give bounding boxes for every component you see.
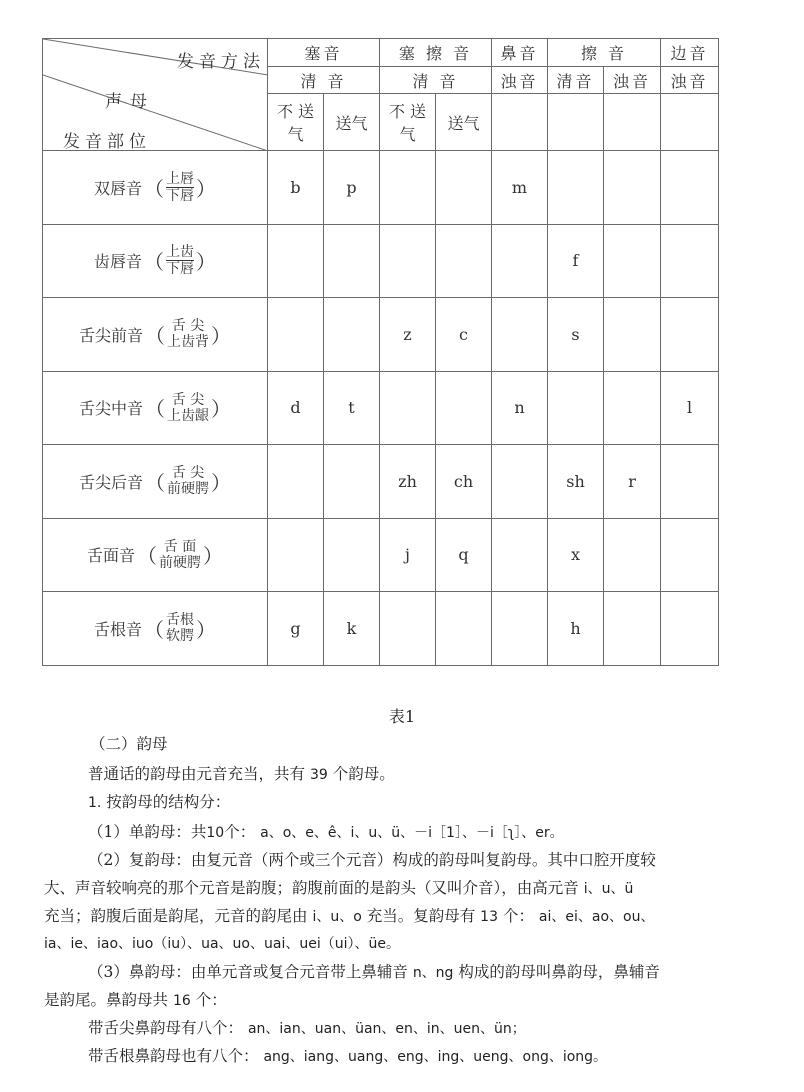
consonant-cell	[661, 298, 719, 372]
articulator-stack	[167, 392, 209, 424]
place-cell	[43, 371, 268, 445]
consonant-cell	[548, 151, 604, 225]
consonant-cell: l	[661, 371, 719, 445]
consonant-cell	[380, 371, 436, 445]
paren-right: ）	[211, 323, 231, 348]
place-name: 舌尖后音	[78, 472, 143, 492]
consonant-cell	[548, 371, 604, 445]
paren-left: （	[145, 323, 165, 348]
paren-right: ）	[196, 250, 216, 275]
consonant-cell	[604, 224, 661, 298]
p4-list: an、ian、uan、üan、en、in、uen、ün；	[247, 1021, 526, 1037]
place-name: 舌尖前音	[78, 325, 143, 345]
articulator-top: 舌 尖	[171, 391, 205, 408]
consonant-cell	[604, 371, 661, 445]
voicing-fric-voiced: 浊音	[604, 67, 661, 94]
paren-left: （	[144, 617, 164, 642]
p1-list: a、o、e、ê、i、u、ü、－i［1］、－i［ʅ］、er。	[260, 825, 564, 841]
consonant-cell	[436, 592, 492, 666]
place-cell	[43, 151, 268, 225]
p2-l3-num: 13	[480, 909, 498, 925]
consonant-cell: n	[492, 371, 548, 445]
p3-line-1	[88, 962, 660, 983]
paren-right: ）	[203, 544, 223, 569]
place-cell	[43, 518, 268, 592]
articulator-stack	[166, 244, 194, 277]
consonant-cell	[492, 224, 548, 298]
paren-right: ）	[211, 470, 231, 495]
p1-num: 10	[206, 825, 225, 841]
group-stop: 塞音	[268, 39, 380, 67]
table-row	[43, 298, 719, 372]
para-simple-finals	[88, 822, 564, 843]
consonant-cell	[436, 371, 492, 445]
articulator-bottom: 下唇	[166, 261, 194, 278]
p4-a: 带舌尖鼻韵母有八个：	[88, 1019, 244, 1037]
consonant-cell: sh	[548, 445, 604, 519]
voicing-stop: 清 音	[268, 67, 380, 94]
unaspirated-stop	[268, 94, 324, 151]
consonant-cell	[604, 151, 661, 225]
method-label: 发音方法	[177, 52, 265, 72]
articulator-stack	[159, 539, 201, 571]
articulator-bottom: 软腭	[166, 628, 194, 645]
p5-a: 带舌根鼻韵母也有八个：	[88, 1047, 259, 1065]
diagonal-header-cell	[43, 39, 268, 151]
p2-l3-b: i、u、o	[312, 909, 362, 925]
consonant-cell	[324, 224, 380, 298]
p3-line-2	[44, 990, 227, 1011]
empty-header	[492, 94, 548, 151]
articulator-top: 舌 尖	[171, 318, 205, 335]
p3-l2-num: 16	[172, 993, 191, 1009]
table-row	[43, 371, 719, 445]
consonant-cell	[661, 518, 719, 592]
place-name: 双唇音	[93, 178, 142, 198]
table-row	[43, 518, 719, 592]
intro-a: 普通话的韵母由元音充当，共有	[88, 765, 306, 783]
p4-line	[88, 1018, 526, 1039]
p2-line-1: （2）复韵母：由复元音（两个或三个元音）构成的韵母叫复韵母。其中口腔开度较	[88, 851, 656, 869]
consonant-cell	[268, 445, 324, 519]
consonant-cell	[604, 518, 661, 592]
articulator-stack	[166, 171, 194, 204]
voicing-lateral: 浊音	[661, 67, 719, 94]
place-label	[43, 318, 267, 350]
place-label	[43, 465, 267, 497]
articulator-stack	[166, 612, 194, 644]
aspirated-stop: 送气	[324, 94, 380, 151]
table-row	[43, 151, 719, 225]
unasp2-bottom: 气	[399, 125, 416, 144]
p2-l2-a: 大、声音较响亮的那个元音是韵腹；韵腹前面的是韵头（又叫介音），由高元音	[44, 879, 579, 897]
consonant-cell: p	[324, 151, 380, 225]
consonant-cell: z	[380, 298, 436, 372]
consonant-cell	[324, 445, 380, 519]
consonant-cell	[492, 445, 548, 519]
p2-l3-d: 个：	[502, 907, 534, 925]
voicing-affricate: 清 音	[380, 67, 492, 94]
place-name: 舌尖中音	[78, 399, 143, 419]
consonant-cell	[324, 298, 380, 372]
articulator-top: 上齿	[166, 244, 194, 261]
consonant-cell: m	[492, 151, 548, 225]
p5-list: ang、iang、uang、eng、ing、ueng、ong、iong。	[263, 1049, 608, 1065]
place-cell	[43, 298, 268, 372]
place-name: 齿唇音	[93, 252, 142, 272]
paren-left: （	[144, 176, 164, 201]
consonant-cell: h	[548, 592, 604, 666]
intro-line	[88, 764, 395, 785]
p3-l2-b: 个：	[195, 991, 227, 1009]
place-cell	[43, 592, 268, 666]
table-caption: 表1	[388, 707, 416, 726]
consonant-cell: c	[436, 298, 492, 372]
articulator-bottom: 前硬腭	[159, 554, 201, 571]
p1-b: 个：	[224, 823, 256, 841]
consonant-cell	[604, 592, 661, 666]
consonant-cell: s	[548, 298, 604, 372]
consonant-cell	[380, 151, 436, 225]
place-label	[43, 612, 267, 644]
consonant-cell	[324, 518, 380, 592]
articulator-bottom: 前硬腭	[167, 481, 209, 498]
voicing-nasal: 浊音	[492, 67, 548, 94]
consonant-cell	[604, 298, 661, 372]
consonant-cell	[661, 224, 719, 298]
paren-left: （	[144, 250, 164, 275]
p3-l2-a: 是韵尾。鼻韵母共	[44, 991, 169, 1009]
consonant-cell	[661, 445, 719, 519]
articulator-bottom: 上齿龈	[167, 407, 209, 424]
consonant-cell	[268, 518, 324, 592]
p3-l1-a: （3）鼻韵母：由单元音或复合元音带上鼻辅音	[88, 963, 408, 981]
table-row	[43, 224, 719, 298]
consonant-cell	[436, 151, 492, 225]
paren-left: （	[145, 470, 165, 495]
paren-left: （	[137, 544, 157, 569]
consonant-cell: x	[548, 518, 604, 592]
consonant-cell	[661, 151, 719, 225]
intro-num: 39	[309, 767, 328, 783]
consonant-cell: t	[324, 371, 380, 445]
heading-1	[88, 792, 230, 813]
articulator-top: 舌根	[166, 612, 194, 629]
group-fricative: 擦 音	[548, 39, 661, 67]
empty-header	[604, 94, 661, 151]
table-row	[43, 592, 719, 666]
p3-l1-c: 构成的韵母叫鼻韵母，鼻辅音	[458, 963, 660, 981]
unasp-bottom: 气	[287, 125, 304, 144]
place-label	[43, 392, 267, 424]
place-label	[43, 171, 267, 204]
consonant-cell: zh	[380, 445, 436, 519]
place-name: 舌根音	[93, 619, 142, 639]
consonant-cell	[661, 592, 719, 666]
heading-1-text: 按韵母的结构分：	[106, 793, 231, 811]
p2-l3-c: 充当。复韵母有	[366, 907, 476, 925]
p2-l2-b: i、u、ü	[583, 881, 634, 897]
consonant-cell: j	[380, 518, 436, 592]
p2-line-4: ia、ie、iao、iuo（iu）、ua、uo、uai、uei（ui）、üe。	[44, 936, 400, 952]
consonant-cell	[380, 224, 436, 298]
p1-a: （1）单韵母：共	[88, 823, 207, 841]
empty-header	[661, 94, 719, 151]
p2-l3-list: ai、ei、ao、ou、	[538, 909, 655, 925]
place-label	[43, 244, 267, 277]
heading-1-num: 1.	[88, 795, 102, 811]
paren-right: ）	[196, 617, 216, 642]
consonant-cell: ch	[436, 445, 492, 519]
articulator-bottom: 下唇	[166, 187, 194, 204]
consonant-cell: k	[324, 592, 380, 666]
place-name: 舌面音	[86, 546, 135, 566]
intro-b: 个韵母。	[332, 765, 395, 783]
articulator-top: 上唇	[166, 170, 194, 187]
consonant-cell: q	[436, 518, 492, 592]
empty-header	[548, 94, 604, 151]
paren-right: ）	[196, 176, 216, 201]
group-affricate: 塞 擦 音	[380, 39, 492, 67]
consonant-cell: b	[268, 151, 324, 225]
initial-label: 声母	[105, 92, 155, 112]
group-lateral: 边音	[661, 39, 719, 67]
section-heading: （二）韵母	[90, 735, 168, 753]
unaspirated-affricate	[380, 94, 436, 151]
place-cell	[43, 224, 268, 298]
consonant-cell	[268, 298, 324, 372]
table-row	[43, 445, 719, 519]
p2-line-2	[44, 878, 633, 899]
consonant-cell	[268, 224, 324, 298]
consonant-cell: g	[268, 592, 324, 666]
articulator-top: 舌 尖	[171, 465, 205, 482]
p5-line	[88, 1046, 607, 1067]
consonant-cell: f	[548, 224, 604, 298]
articulator-stack	[167, 465, 209, 497]
articulator-bottom: 上齿背	[167, 334, 209, 351]
place-label: 发音部位	[63, 132, 151, 152]
consonant-cell	[492, 298, 548, 372]
unasp2-top: 不 送	[388, 102, 427, 121]
voicing-fric-voiceless: 清音	[548, 67, 604, 94]
place-cell	[43, 445, 268, 519]
p2-l3-a: 充当；韵腹后面是韵尾，元音的韵尾由	[44, 907, 308, 925]
articulator-stack	[167, 318, 209, 350]
p2-line-3	[44, 906, 654, 927]
paren-left: （	[145, 397, 165, 422]
aspirated-affricate: 送气	[436, 94, 492, 151]
paren-right: ）	[211, 397, 231, 422]
consonant-cell: d	[268, 371, 324, 445]
place-label	[43, 539, 267, 571]
p3-l1-b: n、ng	[412, 965, 454, 981]
unasp-top: 不 送	[276, 102, 315, 121]
consonant-cell: r	[604, 445, 661, 519]
consonant-cell	[492, 592, 548, 666]
consonant-cell	[380, 592, 436, 666]
group-nasal: 鼻音	[492, 39, 548, 67]
articulator-top: 舌 面	[163, 538, 197, 555]
consonant-cell	[492, 518, 548, 592]
consonant-cell	[436, 224, 492, 298]
consonant-table	[42, 38, 719, 666]
